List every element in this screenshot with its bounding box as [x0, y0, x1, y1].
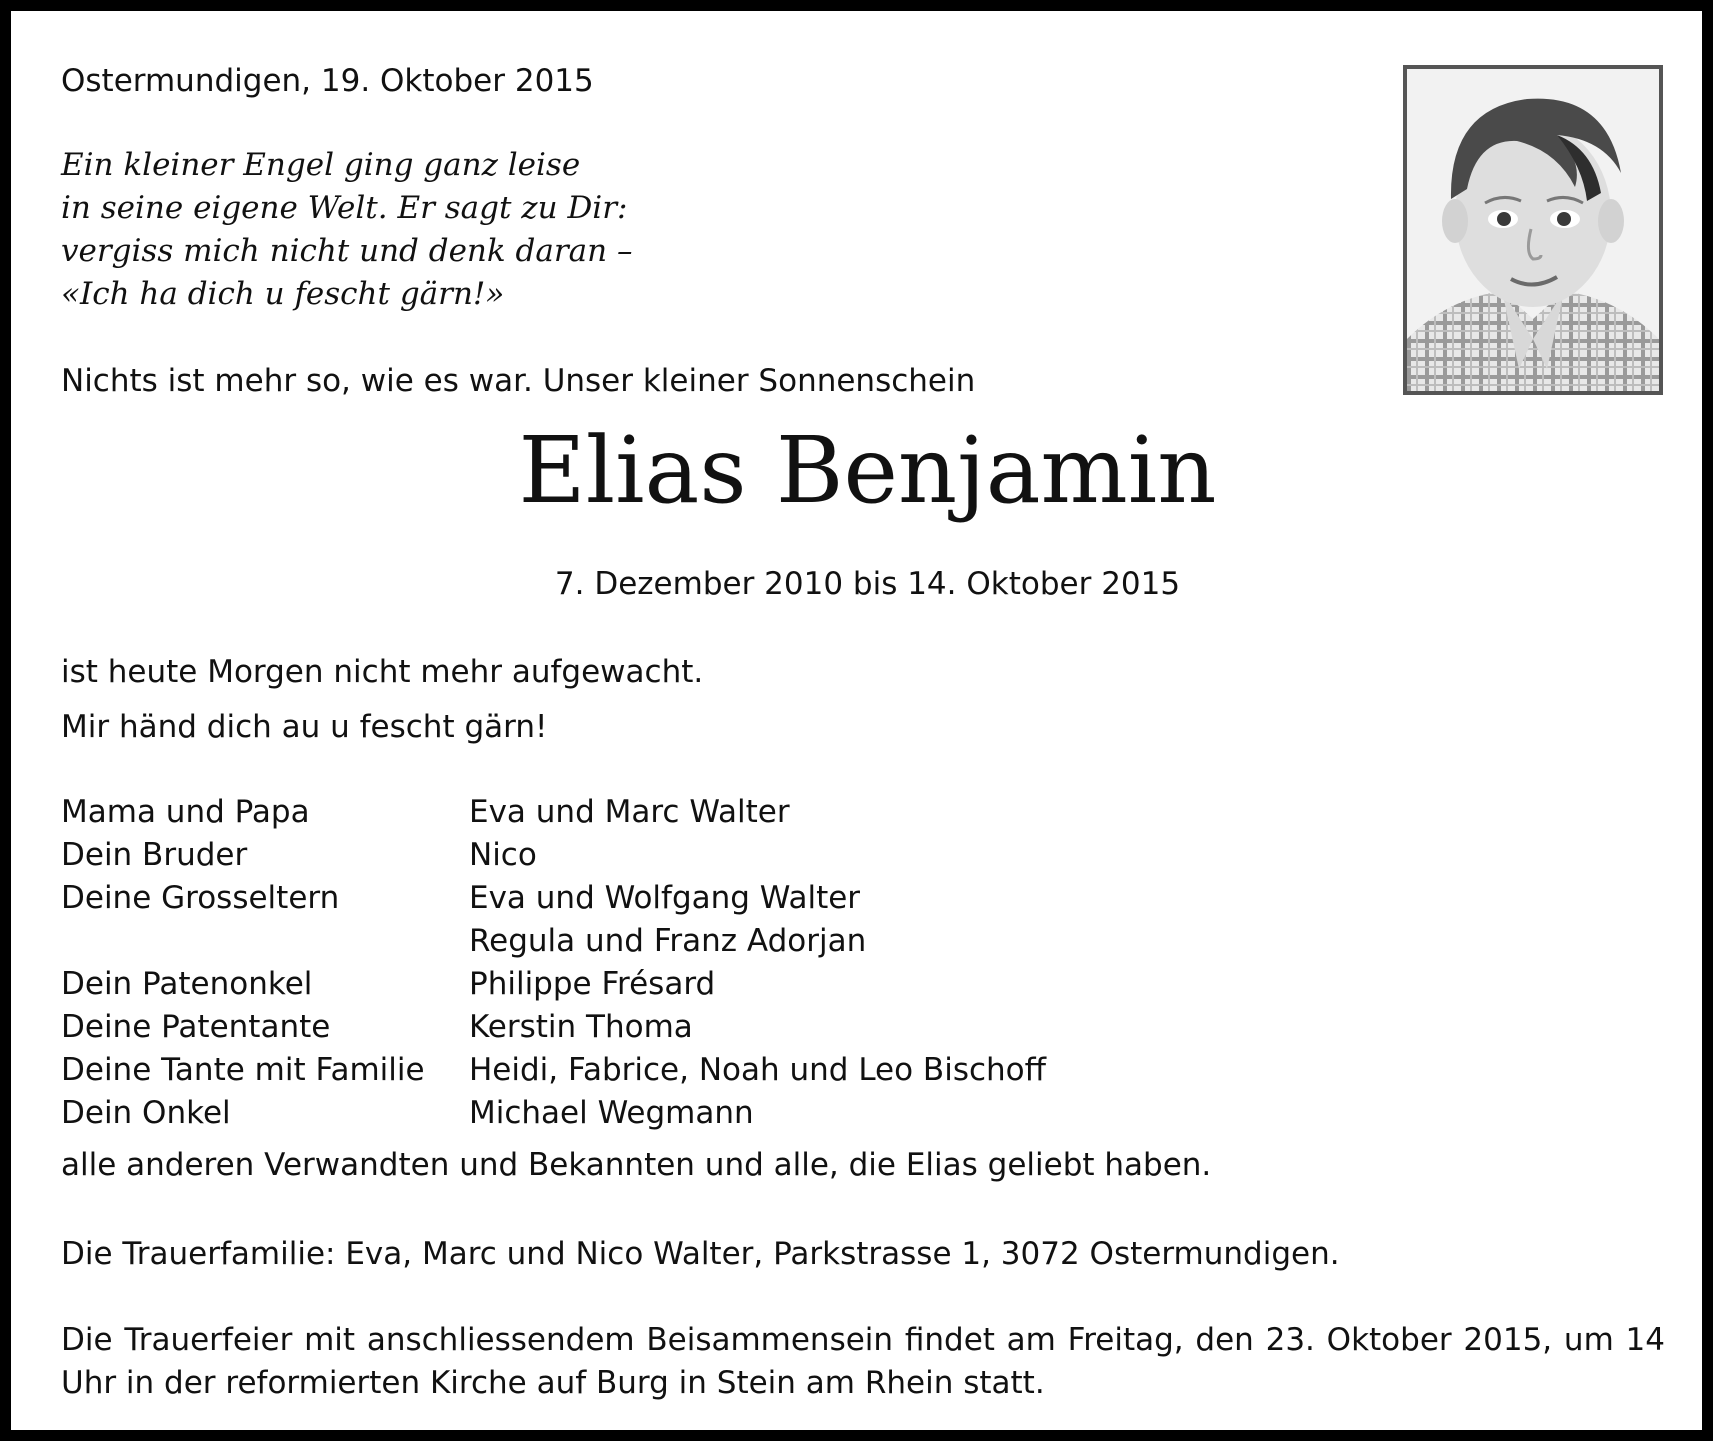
mourner-relation: Deine Tante mit Familie — [61, 1052, 425, 1088]
place-date: Ostermundigen, 19. Oktober 2015 — [61, 63, 594, 99]
intro-text: Nichts ist mehr so, wie es war. Unser kleiner Sonnenschein — [61, 363, 976, 399]
deceased-name: Elias Benjamin — [518, 417, 1217, 524]
mourner-relation: Deine Patentante — [61, 1009, 331, 1045]
mourners-list — [61, 791, 1046, 1135]
mourner-names: Michael Wegmann — [469, 1095, 754, 1131]
mourner-relation — [61, 920, 469, 963]
mourner-row — [61, 791, 1046, 834]
mourner-row — [61, 834, 1046, 877]
mourner-relation: Mama und Papa — [61, 794, 310, 830]
mourner-names: Nico — [469, 837, 537, 873]
mourner-relation: Dein Onkel — [61, 1095, 231, 1131]
funeral-service-info: Die Trauerfeier mit anschliessendem Beisammensein findet am Freitag, den 23. Oktober 2015, um 14 Uhr in der reformierten Kirche auf Burg in Stein am Rhein statt. — [61, 1322, 1665, 1401]
mourner-relation: Dein Patenonkel — [61, 966, 313, 1002]
mourner-names: Kerstin Thoma — [469, 1009, 693, 1045]
mourner-names: Eva und Marc Walter — [469, 794, 790, 830]
mourner-row — [61, 1092, 1046, 1135]
mourner-names: Eva und Wolfgang Walter — [469, 880, 861, 916]
mourning-family-address: Die Trauerfamilie: Eva, Marc und Nico Walter, Parkstrasse 1, 3072 Ostermundigen. — [61, 1236, 1340, 1272]
poem-line: in seine eigene Welt. Er sagt zu Dir: — [61, 190, 628, 226]
mourner-relation: Deine Grosseltern — [61, 880, 340, 916]
mourner-names: Philippe Frésard — [469, 966, 716, 1002]
mourner-row — [61, 1049, 1046, 1092]
mourner-row — [61, 920, 1046, 963]
mourner-relation: Dein Bruder — [61, 837, 248, 873]
mourner-names: Heidi, Fabrice, Noah und Leo Bischoff — [469, 1052, 1046, 1088]
mourner-row — [61, 877, 1046, 920]
child-portrait-photo — [1403, 65, 1663, 395]
passing-statement: ist heute Morgen nicht mehr aufgewacht. — [61, 654, 704, 690]
mourner-names: Regula und Franz Adorjan — [469, 923, 867, 959]
mourner-row — [61, 1006, 1046, 1049]
lifespan-dates: 7. Dezember 2010 bis 14. Oktober 2015 — [554, 566, 1181, 602]
poem — [61, 144, 633, 316]
poem-line: Ein kleiner Engel ging ganz leise — [61, 147, 581, 183]
poem-line: «Ich ha dich u fescht gärn!» — [61, 276, 505, 312]
portrait-image — [1407, 69, 1659, 391]
mourner-row — [61, 963, 1046, 1006]
love-statement: Mir händ dich au u fescht gärn! — [61, 709, 548, 745]
others-mourning: alle anderen Verwandten und Bekannten und alle, die Elias geliebt haben. — [61, 1147, 1212, 1183]
poem-line: vergiss mich nicht und denk daran – — [61, 233, 633, 269]
